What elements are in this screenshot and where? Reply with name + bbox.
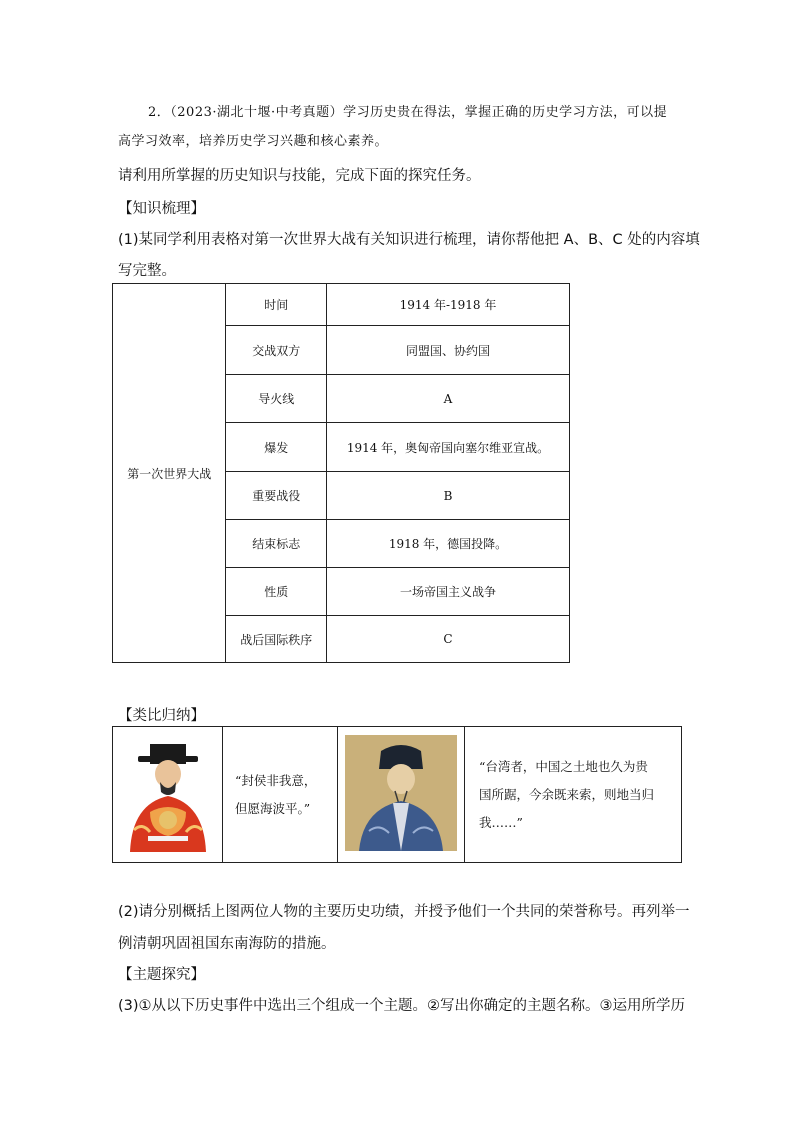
row-label: 重要战役	[226, 472, 327, 520]
portrait-cell-1	[113, 727, 223, 863]
row-value: 1918 年，德国投降。	[327, 520, 570, 568]
quote2-line3: 我……”	[479, 814, 523, 830]
table-subject: 第一次世界大战	[113, 284, 226, 663]
zheng-chenggong-portrait	[345, 735, 457, 851]
q1-line1: (1)某同学利用表格对第一次世界大战有关知识进行梳理，请你帮他把 A、B、C 处的内容填	[118, 232, 700, 248]
row-label: 交战双方	[226, 326, 327, 375]
quote2-line2: 国所踞，今余既来索，则地当归	[479, 786, 655, 802]
task-instruction: 请利用所掌握的历史知识与技能，完成下面的探究任务。	[118, 168, 481, 184]
row-value: 同盟国、协约国	[327, 326, 570, 375]
knowledge-table	[112, 283, 570, 663]
table-row	[113, 284, 570, 326]
question-intro-line1: 2．（2023·湖北十堰·中考真题）学习历史贵在得法，掌握正确的历史学习方法，可以提	[148, 105, 668, 120]
quote-cell-1	[223, 727, 338, 863]
row-value: 1914 年，奥匈帝国向塞尔维亚宣战。	[327, 423, 570, 472]
row-value-a: A	[327, 375, 570, 423]
row-label: 爆发	[226, 423, 327, 472]
quote1-line2: 但愿海波平。”	[235, 800, 311, 816]
quote-cell-2	[465, 727, 682, 863]
quote2-line1: “台湾者，中国之土地也久为贵	[479, 758, 648, 774]
section-heading-analogy: 【类比归纳】	[118, 708, 205, 724]
row-label: 战后国际秩序	[226, 616, 327, 663]
q2-line1: (2)请分别概括上图两位人物的主要历史功绩，并授予他们一个共同的荣誉称号。再列举一	[118, 904, 690, 920]
row-label: 结束标志	[226, 520, 327, 568]
quote1-line1: “封侯非我意，	[235, 772, 317, 788]
section-heading-knowledge: 【知识梳理】	[118, 201, 205, 217]
row-label: 导火线	[226, 375, 327, 423]
q1-line2: 写完整。	[118, 263, 176, 279]
q3-line1: (3)①从以下历史事件中选出三个组成一个主题。②写出你确定的主题名称。③运用所学历	[118, 998, 686, 1014]
analogy-table	[112, 726, 682, 863]
section-heading-theme: 【主题探究】	[118, 967, 205, 983]
q2-line2: 例清朝巩固祖国东南海防的措施。	[118, 936, 336, 952]
row-value: 一场帝国主义战争	[327, 568, 570, 616]
row-label: 性质	[226, 568, 327, 616]
row-value: 1914 年-1918 年	[327, 284, 570, 326]
portrait-cell-2	[338, 727, 465, 863]
row-value-c: C	[327, 616, 570, 663]
qi-jiguang-portrait	[120, 734, 216, 852]
row-value-b: B	[327, 472, 570, 520]
question-intro-line2: 高学习效率，培养历史学习兴趣和核心素养。	[118, 134, 389, 149]
row-label: 时间	[226, 284, 327, 326]
